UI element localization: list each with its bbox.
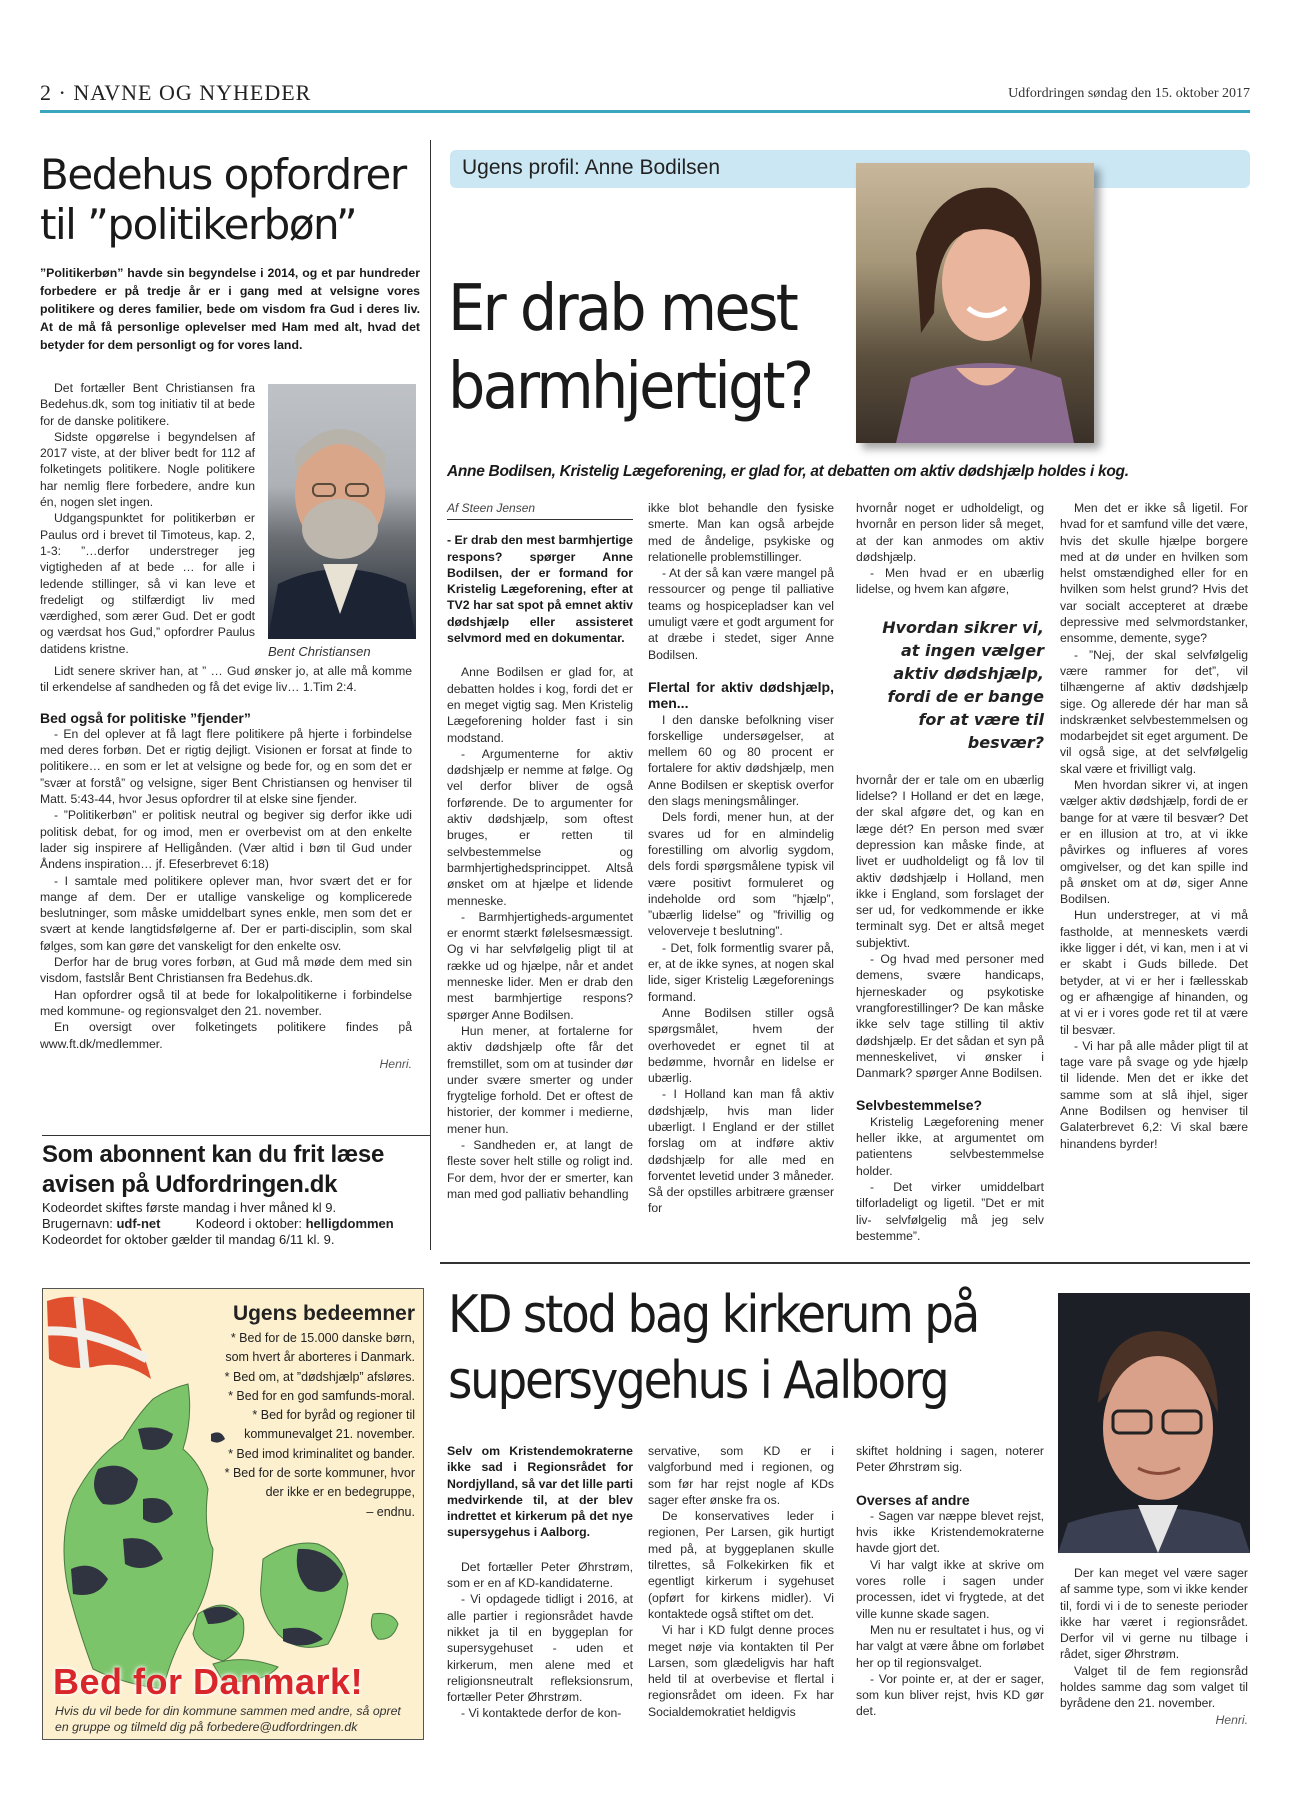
subheading: Overses af andre (856, 1491, 970, 1508)
headline-line: til ”politikerbøn” (40, 200, 357, 249)
subscriber-title-line: Som abonnent kan du frit læse (42, 1141, 385, 1168)
headline-line: Er drab mest (448, 272, 797, 346)
article-column-1 (447, 1443, 633, 1722)
danish-flag-icon (47, 1297, 151, 1379)
photo-caption: Bent Christiansen (268, 644, 371, 659)
prayer-item: * Bed for en god samfunds-moral. (228, 1388, 415, 1403)
prayer-item: som hvert år aborteres i Danmark. (225, 1350, 415, 1365)
section-divider (440, 1262, 1250, 1264)
article-column-2 (648, 1443, 834, 1720)
prayer-item: * Bed for de 15.000 danske børn, (230, 1331, 415, 1345)
paragraph: De konservatives leder i regionen, Per Larsen, gik hurtigt med på, at byggeplanen skulle tilrettes, så Folkekirken fik et egentligt kirkerum i sygehuset (opført for kirkens midler). Vi kontaktede også stiftet om det. (648, 1509, 834, 1621)
username-value: udf-net (116, 1216, 161, 1231)
paragraph: - Men hvad er en ubærlig lidelse, og hvem kan afgøre, (856, 566, 1044, 597)
paragraph: Anne Bodilsen stiller også spørgsmålet, hvem der overhovedet er egnet til at bedømme, hvornår en lidelse er ubærlig. (648, 1005, 834, 1086)
article-headline (448, 1282, 978, 1414)
issue-date: Udfordringen søndag den 15. oktober 2017 (1008, 86, 1250, 101)
subscriber-credentials (42, 1216, 427, 1232)
paragraph: Lidt senere skriver han, at ” … Gud ønsker jo, at alle må komme til erkendelse af sandheden og få det evige liv… 1.Tim 2:4. (40, 664, 412, 695)
paragraph: Hun understreger, at vi må fastholde, at menneskets værdi ikke ligger i dét, vi kan, men i at vi er skabt i Guds billede. Det betyder, at vi er her i fællesskab og er afhængige af hinanden, og at vi er i vores gode ret til at være til besvær. (1060, 908, 1248, 1037)
paragraph: - Sandheden er, at langt de fleste sover helt stille og roligt ind. For dem, hvor der er smerter, kan man med god palliativ behandling (447, 1137, 633, 1201)
headline-line: Bedehus opfordrer (40, 150, 406, 199)
article-column-2 (648, 500, 834, 1217)
prayer-box-title: Ugens bedeemner (232, 1302, 415, 1325)
paragraph: Anne Bodilsen er glad for, at debatten holdes i kog, fordi det er en meget vigtig sag. Men Kristelig Lægeforening holder fast i sin modstand. (447, 665, 633, 745)
paragraph: En oversigt over folketingets politikere findes på www.ft.dk/medlemmer. (40, 1020, 412, 1051)
paragraph: - Barmhjertigheds-argumentet er enormt stærkt følelsesmæssigt. Og vi har selvfølgelig pligt til at række ud og hjælpe, når et andet menneske lider. Men er drab den mest barmhjertige respons? spørger Anne Bodilsen. (447, 909, 633, 1022)
paragraph: hvornår noget er udholdeligt, og hvornår en person lider så meget, at der kan anmodes om aktiv dødshjælp. (856, 501, 1044, 564)
article-body-beside-photo (40, 380, 255, 657)
paragraph: servative, som KD er i valgforbund med i regionen, og som før har rejst nogle af KDs sager efter ønske fra os. (648, 1444, 834, 1507)
column-divider (430, 140, 431, 1250)
profile-kicker: Ugens profil: Anne Bodilsen (462, 156, 720, 179)
paragraph: Udgangspunktet for politikerbøn er Paulus ord i brevet til Timoteus, kap. 2, 1-3: ”…derfor understreger jeg vigtigheden af at bede … for alle i ledende stillinger, så vi kan leve et fredeligt og stilfærdigt liv med værdighed, som ærer Gud. Det er godt og værdsat hos Gud,” opfordrer Paulus datidens kristne. (40, 511, 255, 656)
prayer-topics (175, 1301, 415, 1522)
article-bedehus (40, 150, 420, 354)
paragraph: - Vi har på alle måder pligt til at tage vare på svage og yde hjælp til lidende. Men det er ikke det samme som at slå ihjel, siger Anne Bodilsen og henviser til Galaterbrevet 6,2: Vi skal bære hinandens byrder! (1060, 1038, 1248, 1151)
paragraph: Der kan meget vel være sager af samme type, som vi ikke kender til, fordi vi i de to seneste perioder ikke har været i regionsrådet. Derfor vil vi gerne nu tilbage i rådet, siger Øhrstrøm. (1060, 1566, 1248, 1662)
subscriber-box (42, 1140, 427, 1248)
paragraph: Vi har i KD fulgt denne proces meget nøje via kontakten til Per Larsen, som glædeligvis har haft held til at overbevise et flertal i regionsrådet om ideen. Fx har Socialdemokratiet heldigvis (648, 1623, 834, 1719)
headline-line: KD stod bag kirkerum på (448, 1285, 979, 1345)
username-label: Brugernavn: (42, 1216, 113, 1231)
paragraph: skiftet holdning i sagen, noterer Peter Øhrstrøm sig. (856, 1444, 1044, 1475)
article-lead: ”Politikerbøn” havde sin begyndelse i 2014, og et par hundreder forbedere er på tredje år er i gang med at velsigne vores politikere og deres familier, bede om visdom fra Gud i deres liv. At de må få personlige oplevelser med Ham med alt, hvad det betyder for dem personligt og for vores land. (40, 266, 420, 352)
prayer-item: – endnu. (366, 1504, 415, 1519)
paragraph: ikke blot behandle den fysiske smerte. Man kan også arbejde med de åndelige, psykiske og relationelle problemstillinger. (648, 501, 834, 564)
byline: Af Steen Jensen (447, 500, 633, 520)
subscriber-box-rule (42, 1135, 430, 1136)
paragraph: I den danske befolkning viser forskellige undersøgelser, at mellem 60 og 80 procent er fortalere for aktiv dødshjælp, men Anne Bodilsen er skeptisk overfor den slags meningsmålinger. (648, 712, 834, 809)
photo-anne-bodilsen (856, 163, 1094, 443)
subscriber-title (42, 1140, 427, 1200)
paragraph: Men det er ikke så ligetil. For hvad for et samfund ville det være, hvis det skulle hjælpe borgere med at dø under en hvilken som helst omstændighed eller for en hvilken som helst grund? Hvis det var socialt accepteret at dræbe depressive med selvmordstanker, ensomme, demente, syge? (1060, 501, 1248, 646)
prayer-banner: Bed for Danmark! (53, 1661, 364, 1702)
article-column-4 (1060, 500, 1248, 1152)
paragraph: - En del oplever at få lagt flere politikere på hjerte i forbindelse med deres forbøn. Det er rigtig dejligt. Visionen er forsat at finde to politikere… en som er let at velsigne og bede for, og en som det er ”svær at forstå” og velsigne, siger Bent Christiansen og henviser til Matt. 5:43-44, hvor Jesus opfordrer til at elske sine fjender. (40, 726, 412, 807)
article-signature: Henri. (379, 1056, 412, 1071)
password-value: helligdommen (305, 1216, 394, 1231)
paragraph: Dels fordi, mener hun, at der svares ud for en almindelig forestilling om alvorlig sygdom, dels fordi spørgsmålene typisk vil være positivt formuleret og indeholde ord som ”hjælp”, ”ubærlig lidelse” og ”frivillig og veloverveje t beslutning”. (648, 810, 834, 939)
prayer-items (175, 1329, 415, 1522)
paragraph: - I Holland kan man få aktiv dødshjælp, hvis man lider ubærligt. I England er der stillet forslag om at indføre aktiv dødshjælp for alle med en forventet levetid under 3 måneder. Så der opstilles arbitrære grænser for (648, 1087, 834, 1216)
paragraph: - Vor pointe er, at der er sager, som kun bliver rejst, hvis KD gør det. (856, 1671, 1044, 1719)
paragraph: - Og hvad med personer med demens, svære handicaps, hjerneskader og psykotiske vrangforestillinger? De kan måske ikke selv tage stilling til aktiv dødshjælp. Er det sådan et syn på menneskelivet, vi ønsker i Danmark? spørger Anne Bodilsen. (856, 952, 1044, 1081)
prayer-footer: Hvis du vil bede for din kommune sammen med andre, så opret en gruppe og tilmeld dig på forbedere@udfordringen.dk (55, 1704, 401, 1734)
prayer-item: * Bed for de sorte kommuner, hvor (224, 1466, 415, 1481)
portrait-illustration (268, 384, 416, 639)
headline-line: supersygehus i Aalborg (448, 1351, 948, 1411)
headline-line: barmhjertigt? (448, 350, 812, 424)
section-title: 2 · NAVNE OG NYHEDER (40, 80, 312, 105)
subscriber-title-line: avisen på Udfordringen.dk (42, 1171, 338, 1198)
subscriber-info: Kodeordet skiftes første mandag i hver måned kl 9. (42, 1200, 337, 1215)
paragraph: Valget til de fem regionsråd holdes samme dag som valget til byrådene den 21. november. (1060, 1663, 1248, 1711)
article-signature: Henri. (1215, 1712, 1248, 1727)
photo-bent-christiansen (268, 384, 416, 639)
photo-peter-ohrstrom (1058, 1293, 1250, 1553)
paragraph: - At der så kan være mangel på ressourcer og penge til palliative teams og hospicepladser kan vel umuligt være et godt argument for at dræbe i stedet, siger Anne Bodilsen. (648, 566, 834, 662)
paragraph: - ”Politikerbøn” er politisk neutral og begiver sig derfor ikke udi politisk debat, for og imod, men er overbevist om at den enkelte lader sig inspirere af Helligånden. (Vær altid i bøn til Gud under Åndens inspiration… jf. Efeserbrevet 6:18) (40, 808, 412, 872)
header-rule (40, 110, 1250, 113)
article-headline (448, 270, 811, 426)
paragraph: hvornår der er tale om en ubærlig lidelse? I Holland er det en læge, der skal afgøre det, og kan en læge dét? En person med svær depression kan måske finde, at livet er uudholdeligt og få lov til aktiv dødshjælp i Holland, men ikke i England, som forslaget der ser ud, for vedkommende er ikke terminalt syg. Det er altså meget subjektivt. (856, 772, 1044, 950)
article-column-3 (856, 1443, 1044, 1720)
paragraph: Kristelig Lægeforening mener heller ikke, at argumentet om patientens selvbestemmelse holder. (856, 1114, 1044, 1178)
password-label: Kodeord i oktober: (195, 1216, 302, 1231)
paragraph: - Sagen var næppe blevet rejst, hvis ikke Kristendemokraterne havde gjort det. (856, 1508, 1044, 1556)
paragraph: Men hvordan sikrer vi, at ingen vælger aktiv dødshjælp, fordi de er bange for at være til besvær? Det er en illusion at tro, at vi ikke påvirkes og influeres af vores omgivelser, og det kan spille ind på ønsket om at dø, siger Anne Bodilsen. (1060, 778, 1248, 907)
paragraph: - Vi kontaktede derfor de kon- (461, 1706, 622, 1721)
paragraph: Sidste opgørelse i begyndelsen af 2017 viste, at der bliver bedt for 112 af folketingets politikere. Nogle politikere har nemlig flere forbedere, andre kun én, nogen slet ingen. (40, 429, 255, 510)
subheading: Bed også for politiske ”fjender” (40, 709, 251, 726)
paragraph: Vi har valgt ikke at skrive om vores rolle i sagen under processen, idet vi frygtede, at det ville kunne skade sagen. (856, 1557, 1044, 1621)
paragraph: - Det virker umiddelbart tilforladeligt og ligetil. ”Det er mit liv- selvfølgelig må jeg selv bestemme”. (856, 1179, 1044, 1243)
paragraph: Men nu er resultatet i hus, og vi har valgt at være åbne om forløbet her op til regionsvalget. (856, 1622, 1044, 1670)
paragraph: - ”Nej, der skal selvfølgelig være rammer for det”, vil tilhængerne af aktiv dødshjælp sige. Og allerede dér har man så indskrænket selvbestemmelsen og modarbejdet sit eget argument. De vil også sige, at det selvfølgelig skal være et frivilligt valg. (1060, 647, 1248, 776)
article-column-1 (447, 500, 633, 1202)
prayer-item: * Bed om, at ”dødshjælp” afsløres. (224, 1369, 415, 1384)
prayer-box (42, 1288, 424, 1740)
paragraph: Det fortæller Peter Øhrstrøm, som er en af KD-kandidaterne. (447, 1559, 633, 1591)
prayer-item: * Bed imod kriminalitet og bander. (228, 1446, 415, 1461)
article-lead: - Er drab den mest barmhjertige respons? spørger Anne Bodilsen, der er formand for Kristelig Lægeforening, efter at TV2 har sat spot på emnet aktiv dødshjælp eller assisteret selvmord med en dokumentar. (447, 533, 633, 646)
portrait-illustration (856, 163, 1094, 443)
paragraph: Han opfordrer også til at bede for lokalpolitikerne i forbindelse med kommune- og regionsvalget den 21. november. (40, 987, 412, 1018)
article-lead: Selv om Kristendemokraterne ikke sad i Regionsrådet for Nordjylland, så var det lille parti medvirkende til, at der blev indrettet et kirkerum på det nye supersygehus i Aalborg. (447, 1444, 633, 1540)
article-column-3 (856, 500, 1044, 1244)
paragraph: Derfor har de brug vores forbøn, at Gud må møde dem med sin visdom, fastslår Bent Christiansen fra Bedehus.dk. (40, 955, 412, 986)
paragraph: Hun mener, at fortalerne for aktiv dødshjælp ofte får det fremstillet, som om at tusinder dør under svære smerter og under frygtelige forhold. Det er oftest de historier, der kommer i medierne, mener hun. (447, 1023, 633, 1136)
pull-quote: Hvordan sikrer vi, at ingen vælger aktiv dødshjælp, fordi de er bange for at være til besvær? (882, 617, 1044, 752)
article-column-4 (1060, 1565, 1248, 1728)
article-body-continued (40, 663, 412, 1072)
article-deck: Anne Bodilsen, Kristelig Lægeforening, er glad for, at debatten om aktiv dødshjælp holdes i kog. (447, 463, 1129, 480)
article-headline (40, 150, 420, 250)
paragraph: - Det, folk formentlig svarer på, er, at de ikke synes, at nogen skal lide, siger Kristelig Lægeforenings formand. (648, 940, 834, 1004)
subscriber-info: Kodeordet for oktober gælder til mandag 6/11 kl. 9. (42, 1232, 335, 1247)
paragraph: Det fortæller Bent Christiansen fra Bedehus.dk, som tog initiativ til at bede for de danske politikere. (40, 381, 255, 428)
paragraph: - Vi opdagede tidligt i 2016, at alle partier i regionsrådet havde nikket ja til en byggeplan for supersygehuset - uden et kirkerum, men alene med et religionsneutralt refleksionsrum, fortæller Peter Øhrstrøm. (447, 1592, 633, 1705)
prayer-item: * Bed for byråd og regioner til (252, 1408, 415, 1423)
subheading: Flertal for aktiv dødshjælp, men... (648, 678, 834, 712)
prayer-item: der ikke er en bedegruppe, (265, 1485, 415, 1500)
prayer-item: kommunevalget 21. november. (244, 1427, 415, 1442)
subheading: Selvbestemmelse? (856, 1097, 983, 1114)
portrait-illustration (1058, 1293, 1250, 1553)
paragraph: - I samtale med politikere oplever man, hvor svært det er for mange af dem. Der er utallige vanskelige og komplicerede beslutninger, som måske umiddelbart synes enkle, men som det er svært at kende langtidsfølgerne af. Der er parti-disciplin, som skal følges, som kan gøre det vanskeligt for den enkelte osv. (40, 873, 412, 953)
paragraph: - Argumenterne for aktiv dødshjælp er nemme at følge. Og vel derfor bliver de også forførende. De to argumenter for aktiv dødshjælp, som oftest bruges, er retten til selvbestemmelse og barmhjertighedsprincippet. Altså ønsket om at hjælpe et lidende menneske. (447, 746, 633, 908)
